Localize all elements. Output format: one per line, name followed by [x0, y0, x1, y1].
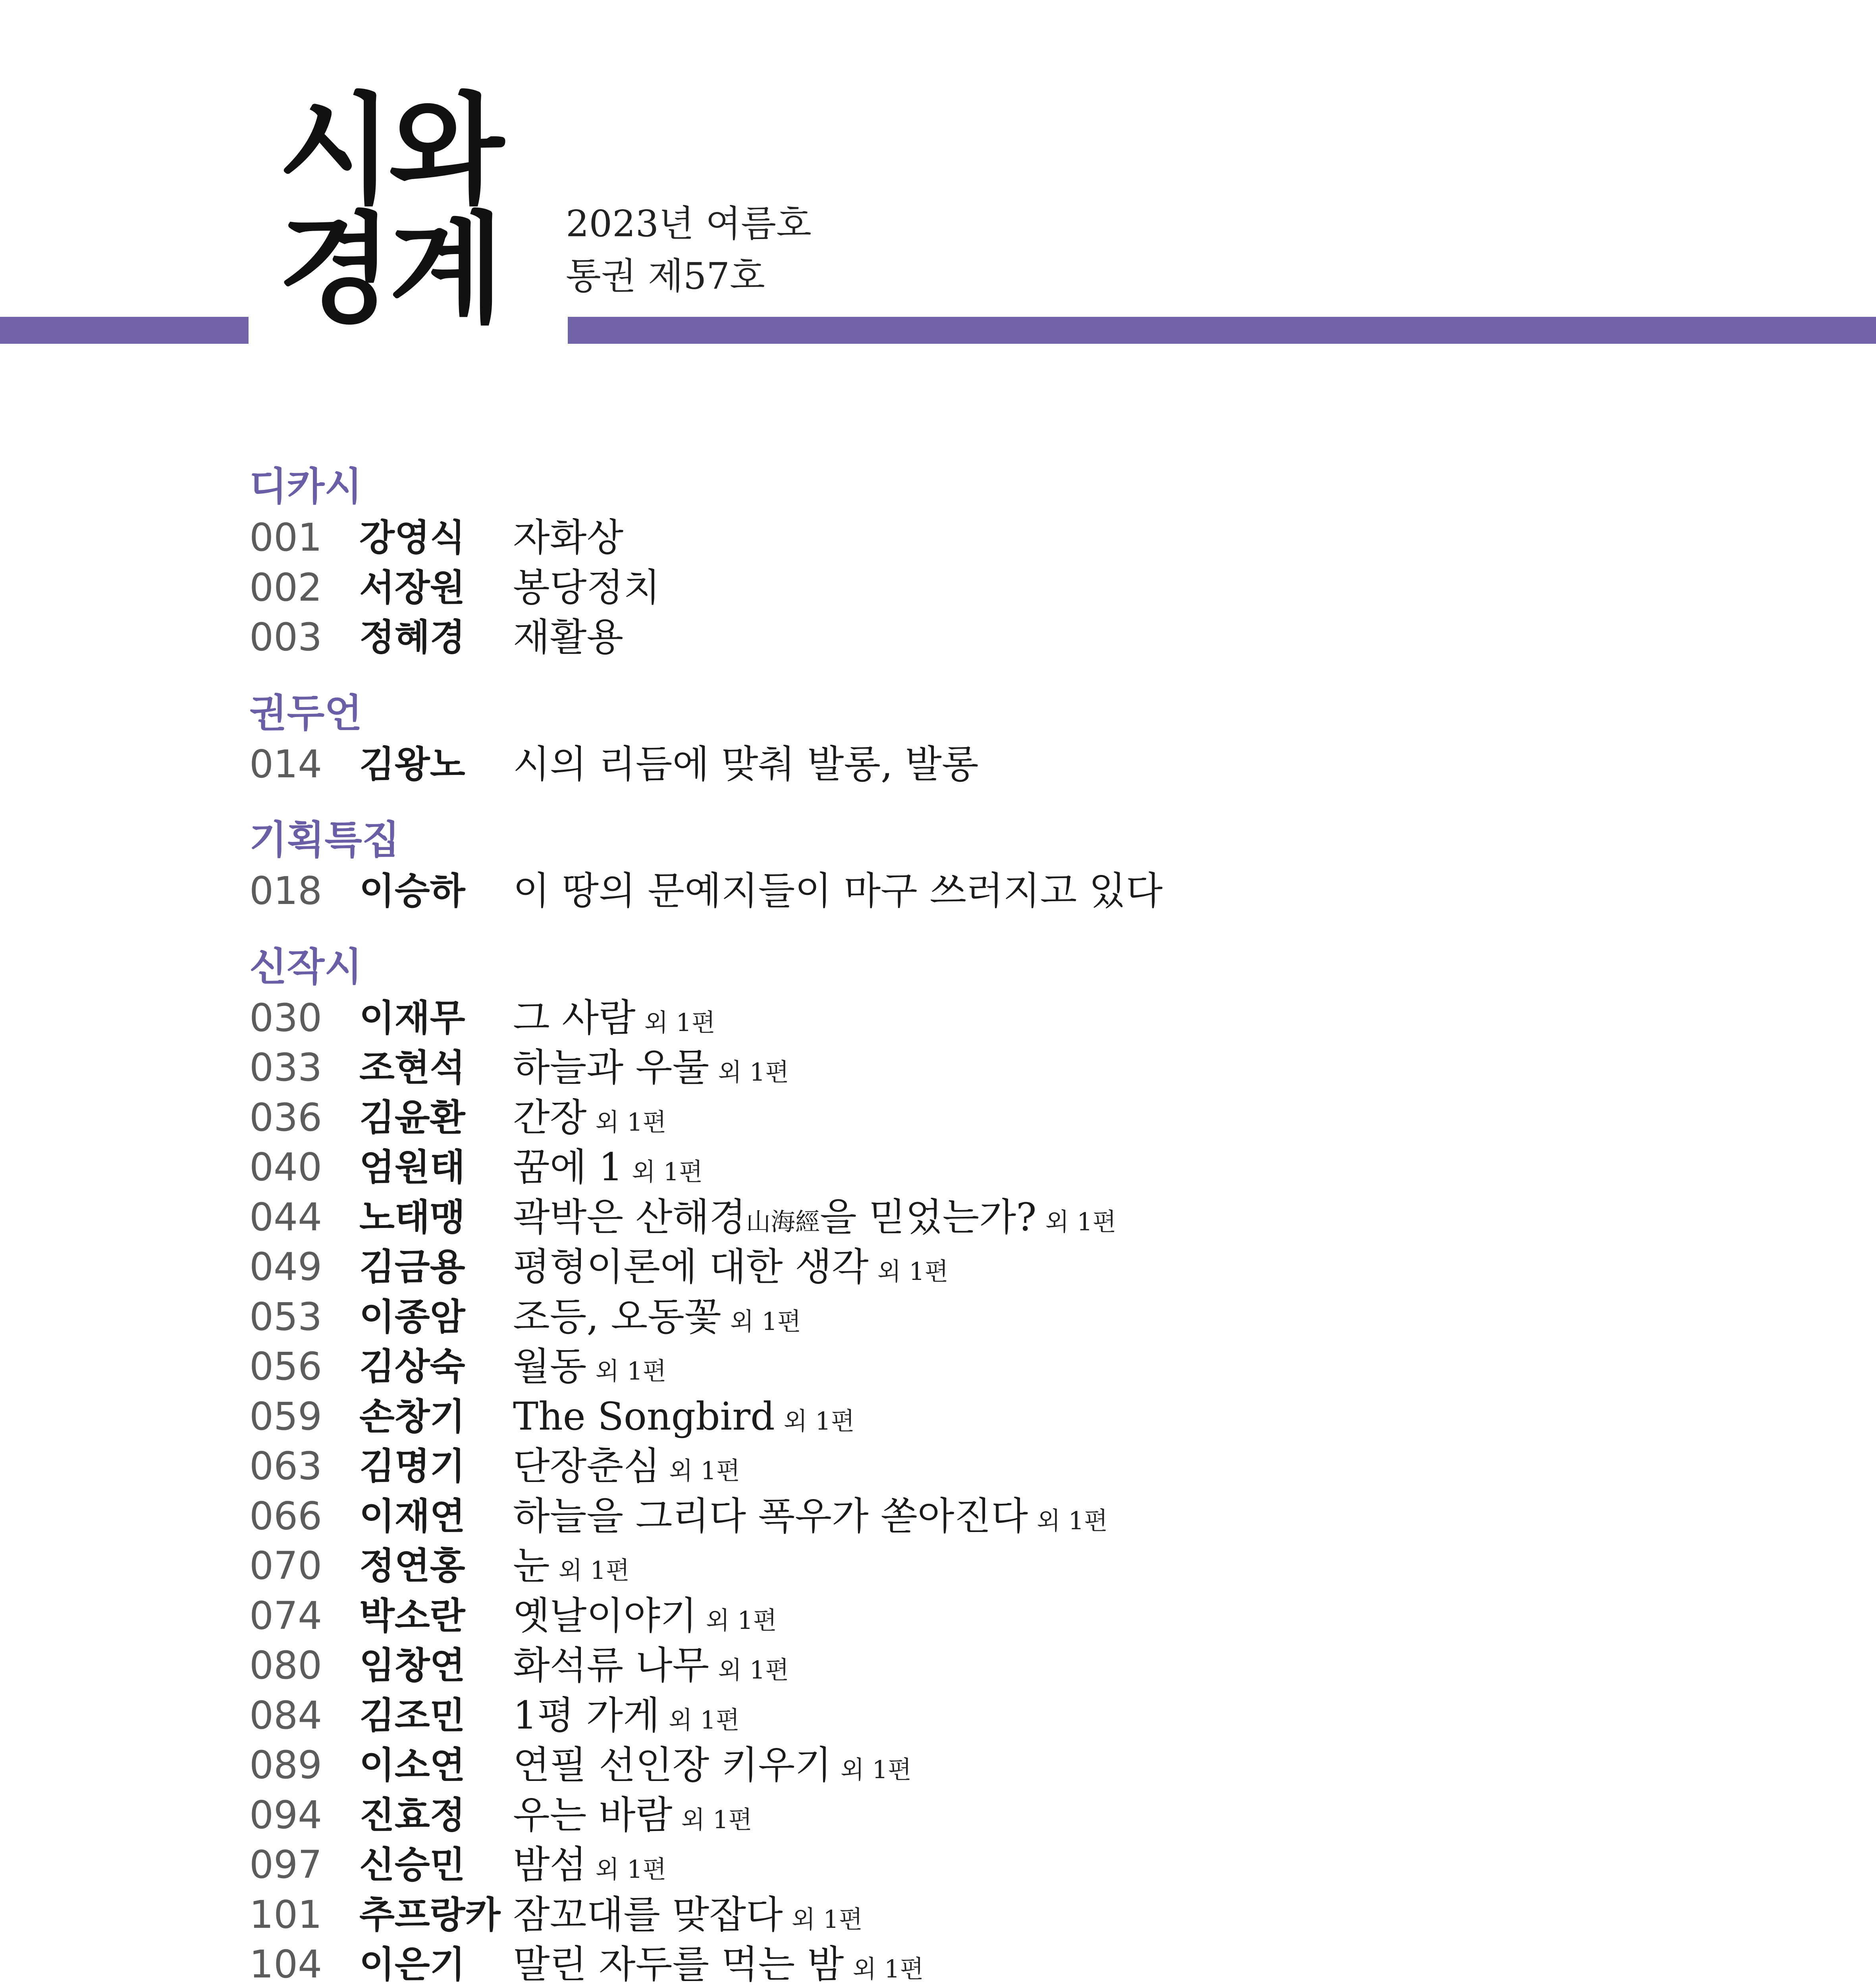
page-number: 001 — [249, 515, 322, 560]
extra-count-note: 외 1편 — [783, 1406, 855, 1436]
toc-entry[interactable] — [249, 1492, 1798, 1542]
section-title: 기획특집 — [249, 817, 400, 863]
page-number: 074 — [249, 1593, 322, 1638]
author-name: 이종암 — [359, 1295, 465, 1338]
masthead-rule-left — [0, 317, 249, 344]
author-name: 추프랑카 — [359, 1893, 501, 1936]
section-title: 신작시 — [249, 944, 362, 990]
issue-season: 2023년 여름호 — [566, 202, 812, 245]
page-number: 089 — [249, 1743, 322, 1787]
author-name: 김윤환 — [359, 1096, 465, 1139]
toc-entry[interactable] — [249, 1193, 1798, 1243]
toc-section-new-poems — [249, 941, 1798, 1985]
toc-entry[interactable] — [249, 1342, 1798, 1392]
extra-count-note: 외 1편 — [706, 1605, 777, 1635]
author-name: 이은기 — [359, 1943, 465, 1985]
extra-count-note: 외 1편 — [595, 1107, 667, 1137]
author-name: 임창연 — [359, 1644, 465, 1687]
work-title — [513, 866, 1163, 916]
table-of-contents — [249, 461, 1798, 1985]
title-text: 이 땅의 문예지들이 마구 쓰러지고 있다 — [513, 869, 1163, 913]
title-text: 재활용 — [513, 615, 624, 659]
logo-line-1: 시와 — [278, 81, 500, 220]
page-number: 014 — [249, 742, 322, 786]
title-text: 잠꼬대를 맞잡다 — [513, 1892, 783, 1937]
page-number: 036 — [249, 1095, 322, 1140]
toc-entry[interactable] — [249, 1890, 1798, 1940]
page-number: 063 — [249, 1444, 322, 1488]
page-number: 040 — [249, 1145, 322, 1189]
page-number: 030 — [249, 995, 322, 1040]
work-title — [513, 1890, 863, 1945]
title-text: 꿈에 1 — [513, 1145, 623, 1189]
author-name: 손창기 — [359, 1395, 465, 1438]
page-number: 044 — [249, 1195, 322, 1239]
page-number: 066 — [249, 1494, 322, 1538]
extra-count-note: 외 1편 — [877, 1257, 949, 1286]
work-title — [513, 1492, 1108, 1546]
author-name: 이승하 — [359, 870, 465, 912]
title-text: 하늘과 우물 — [513, 1045, 710, 1090]
author-name: 김조민 — [359, 1694, 465, 1737]
work-title — [513, 1591, 777, 1646]
work-title — [513, 993, 715, 1048]
work-title — [513, 1292, 801, 1347]
toc-entry[interactable] — [249, 1691, 1798, 1741]
work-title — [513, 513, 623, 563]
author-name: 김명기 — [359, 1445, 465, 1488]
extra-count-note: 외 1편 — [718, 1058, 789, 1087]
page-number: 104 — [249, 1942, 322, 1985]
work-title — [513, 740, 979, 790]
work-title — [513, 1840, 666, 1894]
work-title — [513, 1940, 924, 1985]
title-text: 연필 선인장 키우기 — [513, 1743, 832, 1787]
author-name: 강영식 — [359, 516, 465, 559]
title-text: 월동 — [513, 1344, 587, 1389]
page-number: 080 — [249, 1643, 322, 1688]
author-name: 김상숙 — [359, 1345, 465, 1388]
section-gap — [249, 916, 1798, 941]
toc-section-special-feature — [249, 814, 1798, 916]
toc-entry[interactable] — [249, 1292, 1798, 1342]
work-title — [513, 1143, 703, 1197]
toc-entry[interactable] — [249, 513, 1798, 563]
title-text: 간장 — [513, 1095, 587, 1140]
work-title — [513, 1242, 949, 1297]
page-number: 070 — [249, 1544, 322, 1588]
title-text: 하늘을 그리다 폭우가 쏟아진다 — [513, 1494, 1028, 1538]
work-title — [513, 1641, 789, 1695]
work-title — [513, 613, 623, 663]
extra-count-note: 외 1편 — [840, 1755, 912, 1784]
toc-entry[interactable] — [249, 1641, 1798, 1691]
page-number: 033 — [249, 1045, 322, 1090]
author-name: 정연홍 — [359, 1545, 465, 1587]
author-name: 김금용 — [359, 1246, 465, 1288]
logo-line-2: 경계 — [278, 200, 500, 339]
extra-count-note: 외 1편 — [595, 1357, 667, 1386]
work-title — [513, 1193, 1116, 1247]
author-name: 김왕노 — [359, 743, 465, 786]
toc-entry[interactable] — [249, 613, 1798, 663]
extra-count-note: 외 1편 — [644, 1008, 715, 1037]
title-text: 조등, 오동꽃 — [513, 1294, 721, 1339]
hanja-gloss: 山海經 — [746, 1207, 820, 1236]
toc-entry[interactable] — [249, 1093, 1798, 1143]
author-name: 신승민 — [359, 1844, 465, 1886]
section-gap — [249, 789, 1798, 814]
work-title — [513, 1691, 740, 1745]
work-title — [513, 1740, 912, 1795]
title-text: 봉당정치 — [513, 565, 660, 610]
title-text: The Songbird — [513, 1394, 775, 1439]
toc-section-editorial — [249, 687, 1798, 790]
extra-count-note: 외 1편 — [595, 1855, 667, 1884]
masthead-rule-right — [568, 317, 1876, 344]
page-number: 059 — [249, 1394, 322, 1439]
extra-count-note: 외 1편 — [718, 1655, 789, 1684]
author-name: 이재무 — [359, 996, 465, 1039]
toc-entry[interactable] — [249, 1242, 1798, 1292]
toc-entry[interactable] — [249, 563, 1798, 613]
magazine-logo — [278, 81, 532, 339]
section-title: 권두언 — [249, 690, 362, 736]
section-title: 디카시 — [249, 464, 362, 509]
title-text: 말린 자두를 먹는 밤 — [513, 1942, 844, 1985]
toc-entry[interactable] — [249, 1740, 1798, 1790]
toc-entry[interactable] — [249, 993, 1798, 1043]
page-number: 084 — [249, 1693, 322, 1738]
title-text: 단장춘심 — [513, 1444, 660, 1488]
title-text: 그 사람 — [513, 995, 636, 1040]
work-title — [513, 1790, 752, 1845]
work-title — [513, 563, 660, 613]
extra-count-note: 외 1편 — [1045, 1207, 1116, 1236]
extra-count-note: 외 1편 — [558, 1556, 630, 1585]
toc-entry[interactable] — [249, 1442, 1798, 1492]
page-number: 002 — [249, 565, 322, 610]
page-number: 003 — [249, 615, 322, 659]
title-text: 밤섬 — [513, 1842, 587, 1887]
extra-count-note: 외 1편 — [632, 1157, 703, 1186]
work-title — [513, 1442, 740, 1496]
title-text: 시의 리듬에 맞춰 발롱, 발롱 — [513, 742, 979, 786]
work-title — [513, 1392, 854, 1446]
page-number: 097 — [249, 1842, 322, 1887]
work-title — [513, 1093, 666, 1147]
section-gap — [249, 663, 1798, 687]
title-text: 평형이론에 대한 생각 — [513, 1245, 869, 1289]
author-name: 이재연 — [359, 1495, 465, 1538]
toc-entry[interactable] — [249, 1143, 1798, 1193]
page-number: 049 — [249, 1245, 322, 1289]
issue-number: 통권 제57호 — [566, 255, 765, 297]
extra-count-note: 외 1편 — [669, 1456, 740, 1485]
toc-entry[interactable] — [249, 1541, 1798, 1591]
toc-entry[interactable] — [249, 1940, 1798, 1985]
author-name: 노태맹 — [359, 1196, 465, 1239]
author-name: 이소연 — [359, 1744, 465, 1786]
extra-count-note: 외 1편 — [668, 1705, 740, 1734]
title-text: 1평 가게 — [513, 1693, 660, 1738]
toc-entry[interactable] — [249, 866, 1798, 916]
extra-count-note: 외 1편 — [681, 1805, 752, 1834]
page-number: 056 — [249, 1344, 322, 1389]
extra-count-note: 외 1편 — [852, 1954, 924, 1983]
extra-count-note: 외 1편 — [730, 1307, 801, 1336]
work-title — [513, 1541, 630, 1596]
toc-entry[interactable] — [249, 1392, 1798, 1442]
toc-entry[interactable] — [249, 1591, 1798, 1641]
page-number: 018 — [249, 869, 322, 913]
extra-count-note: 외 1편 — [791, 1904, 863, 1934]
title-text-cont: 을 믿었는가? — [819, 1195, 1037, 1239]
title-text: 화석류 나무 — [513, 1643, 710, 1688]
work-title — [513, 1342, 666, 1396]
toc-entry[interactable] — [249, 1790, 1798, 1840]
author-name: 엄원태 — [359, 1146, 465, 1189]
title-text: 자화상 — [513, 515, 624, 560]
toc-entry[interactable] — [249, 740, 1798, 790]
extra-count-note: 외 1편 — [1037, 1506, 1108, 1535]
issue-info — [566, 198, 812, 303]
author-name: 진효정 — [359, 1794, 465, 1837]
title-text: 옛날이야기 — [513, 1593, 697, 1638]
author-name: 정혜경 — [359, 616, 465, 659]
page-number: 101 — [249, 1892, 322, 1937]
toc-entry[interactable] — [249, 1840, 1798, 1890]
author-name: 서장원 — [359, 566, 465, 609]
title-text: 눈 — [513, 1544, 550, 1588]
title-text: 우는 바람 — [513, 1792, 673, 1837]
toc-entry[interactable] — [249, 1043, 1798, 1093]
page-number: 094 — [249, 1792, 322, 1837]
toc-section-dicasi — [249, 461, 1798, 663]
title-text: 곽박은 산해경 — [513, 1195, 746, 1239]
author-name: 박소란 — [359, 1594, 465, 1637]
work-title — [513, 1043, 789, 1097]
author-name: 조현석 — [359, 1046, 465, 1089]
page-number: 053 — [249, 1294, 322, 1339]
